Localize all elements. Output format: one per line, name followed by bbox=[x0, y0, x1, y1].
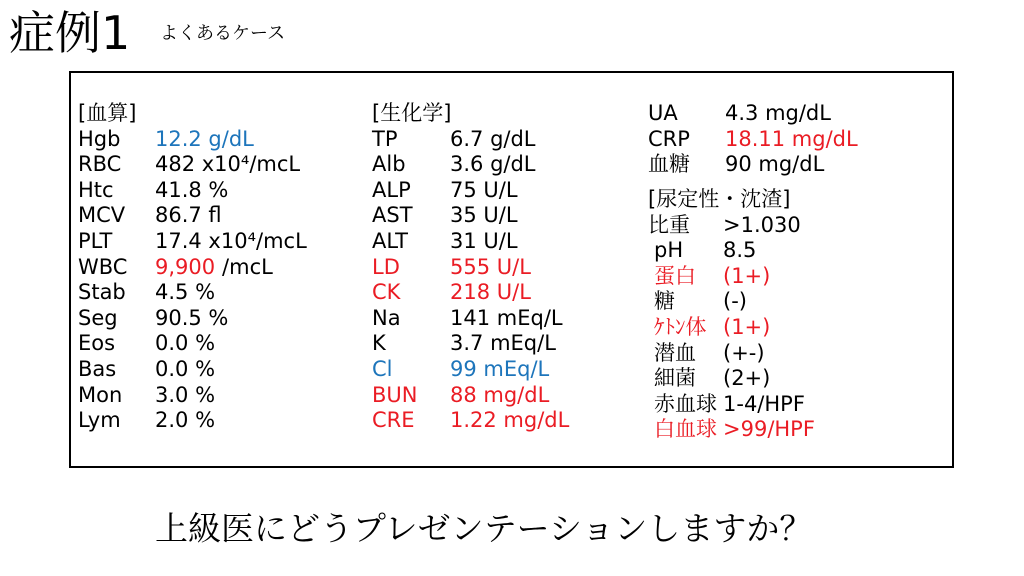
lab-value: 75 U/L bbox=[450, 177, 518, 202]
lab-value: 9,900 bbox=[155, 254, 216, 279]
lab-label: Htc bbox=[78, 177, 114, 202]
lab-value: >1.030 bbox=[723, 212, 801, 237]
lab-value: 4.5 % bbox=[155, 280, 216, 305]
lab-value: 12.2 g/dL bbox=[155, 126, 254, 151]
lab-label: pH bbox=[654, 238, 684, 263]
presentation-question: 上級医にどうプレゼンテーションしますか？ bbox=[155, 509, 813, 548]
lab-value: >99/HPF bbox=[723, 417, 815, 442]
chem-row-na bbox=[372, 306, 569, 332]
lab-label: Cl bbox=[372, 356, 393, 381]
lab-label: Alb bbox=[372, 152, 406, 177]
lab-value: 141 mEq/L bbox=[450, 305, 563, 330]
lab-value: 17.4 x10⁴/mcL bbox=[155, 228, 307, 253]
lab-label: 血糖 bbox=[648, 152, 690, 177]
misc-chemistry-panel bbox=[648, 101, 858, 178]
chemistry-panel bbox=[372, 101, 569, 434]
lab-value: 555 U/L bbox=[450, 254, 531, 279]
lab-value: 35 U/L bbox=[450, 203, 518, 228]
lab-value: 4.3 mg/dL bbox=[725, 101, 831, 125]
lab-label: K bbox=[372, 331, 386, 356]
lab-value: 1-4/HPF bbox=[723, 391, 805, 416]
urine-row-protein bbox=[648, 264, 815, 290]
lab-label: Seg bbox=[78, 305, 118, 330]
lab-value: (+-) bbox=[723, 340, 765, 365]
misc-row-ua bbox=[648, 101, 858, 127]
urine-row-specific-gravity bbox=[648, 213, 815, 239]
urine-row-rbc bbox=[648, 392, 815, 418]
lab-label: AST bbox=[372, 203, 413, 228]
slide-title: 症例1 bbox=[9, 6, 131, 60]
lab-value: 2.0 % bbox=[155, 408, 216, 433]
urine-row-bacteria bbox=[648, 366, 815, 392]
lab-label: 白血球 bbox=[654, 417, 717, 442]
lab-value: 3.7 mEq/L bbox=[450, 331, 556, 356]
lab-value: (-) bbox=[723, 289, 747, 314]
cbc-heading: [血算] bbox=[78, 101, 137, 125]
lab-label: MCV bbox=[78, 203, 126, 228]
lab-value: (1+) bbox=[723, 314, 771, 339]
chem-row-cl bbox=[372, 357, 569, 383]
chem-row-alb bbox=[372, 152, 569, 178]
lab-value: 3.6 g/dL bbox=[450, 152, 536, 177]
cbc-row-plt bbox=[78, 229, 307, 255]
lab-value: 3.0 % bbox=[155, 382, 216, 407]
lab-label: ALT bbox=[372, 228, 409, 253]
lab-value: 99 mEq/L bbox=[450, 356, 550, 381]
chem-row-cre bbox=[372, 408, 569, 434]
lab-value: 218 U/L bbox=[450, 280, 531, 305]
lab-label: 比重 bbox=[648, 212, 690, 237]
lab-label: CRP bbox=[648, 126, 690, 151]
cbc-row-lym bbox=[78, 408, 307, 434]
lab-value: (1+) bbox=[723, 263, 771, 288]
lab-label: Na bbox=[372, 305, 401, 330]
lab-label: Lym bbox=[78, 408, 121, 433]
lab-value: 1.22 mg/dL bbox=[450, 408, 570, 433]
lab-label: 細菌 bbox=[654, 366, 696, 391]
cbc-panel bbox=[78, 101, 307, 434]
lab-label: 蛋白 bbox=[654, 263, 696, 288]
cbc-row-eos bbox=[78, 331, 307, 357]
urine-row-glucose bbox=[648, 289, 815, 315]
lab-label: BUN bbox=[372, 382, 418, 407]
lab-label: CRE bbox=[372, 408, 415, 433]
lab-value: 31 U/L bbox=[450, 228, 518, 253]
lab-value: 6.7 g/dL bbox=[450, 126, 536, 151]
lab-value: 8.5 bbox=[723, 238, 757, 263]
urinalysis-heading: [尿定性・沈渣] bbox=[648, 187, 791, 211]
cbc-row-mcv bbox=[78, 203, 307, 229]
chem-row-alt bbox=[372, 229, 569, 255]
misc-row-blood-glucose bbox=[648, 152, 858, 178]
chem-row-ast bbox=[372, 203, 569, 229]
cbc-row-mon bbox=[78, 383, 307, 409]
lab-label: RBC bbox=[78, 152, 122, 177]
lab-value: (2+) bbox=[723, 366, 771, 391]
lab-value: 88 mg/dL bbox=[450, 382, 550, 407]
lab-value: 90 mg/dL bbox=[725, 152, 825, 177]
chem-row-alp bbox=[372, 178, 569, 204]
chem-row-ld bbox=[372, 255, 569, 281]
lab-label: CK bbox=[372, 280, 401, 305]
lab-label: Eos bbox=[78, 331, 116, 356]
lab-value: 41.8 % bbox=[155, 177, 229, 202]
chem-row-bun bbox=[372, 383, 569, 409]
lab-value: 0.0 % bbox=[155, 331, 216, 356]
lab-label: UA bbox=[648, 101, 678, 125]
lab-label: TP bbox=[372, 126, 398, 151]
lab-label: Stab bbox=[78, 280, 126, 305]
lab-label: LD bbox=[372, 254, 400, 279]
lab-label: 潜血 bbox=[654, 340, 696, 365]
lab-value: 482 x10⁴/mcL bbox=[155, 152, 301, 177]
urinalysis-panel bbox=[648, 187, 815, 443]
cbc-row-rbc bbox=[78, 152, 307, 178]
lab-label: 赤血球 bbox=[654, 391, 717, 416]
lab-value: 90.5 % bbox=[155, 305, 229, 330]
lab-label: WBC bbox=[78, 254, 128, 279]
cbc-row-htc bbox=[78, 178, 307, 204]
cbc-row-hgb bbox=[78, 127, 307, 153]
misc-row-crp bbox=[648, 127, 858, 153]
chem-row-tp bbox=[372, 127, 569, 153]
lab-label: ｹﾄﾝ体 bbox=[654, 314, 707, 339]
lab-label: PLT bbox=[78, 228, 113, 253]
chem-row-k bbox=[372, 331, 569, 357]
cbc-row-stab bbox=[78, 280, 307, 306]
lab-label: Hgb bbox=[78, 126, 121, 151]
lab-value: 86.7 fl bbox=[155, 203, 222, 228]
urine-row-occult-blood bbox=[648, 341, 815, 367]
lab-label: Bas bbox=[78, 356, 117, 381]
slide-subtitle: よくあるケース bbox=[160, 23, 286, 44]
lab-label: Mon bbox=[78, 382, 123, 407]
cbc-row-bas bbox=[78, 357, 307, 383]
lab-value: 0.0 % bbox=[155, 356, 216, 381]
lab-value: 18.11 mg/dL bbox=[725, 126, 858, 151]
lab-label: ALP bbox=[372, 177, 411, 202]
urine-row-wbc bbox=[648, 417, 815, 443]
cbc-row-wbc bbox=[78, 255, 307, 281]
urine-row-ketones bbox=[648, 315, 815, 341]
urine-row-ph bbox=[648, 238, 815, 264]
lab-label: 糖 bbox=[654, 289, 675, 314]
cbc-row-seg bbox=[78, 306, 307, 332]
chemistry-heading: [生化学] bbox=[372, 101, 452, 125]
chem-row-ck bbox=[372, 280, 569, 306]
lab-unit: /mcL bbox=[222, 254, 273, 279]
